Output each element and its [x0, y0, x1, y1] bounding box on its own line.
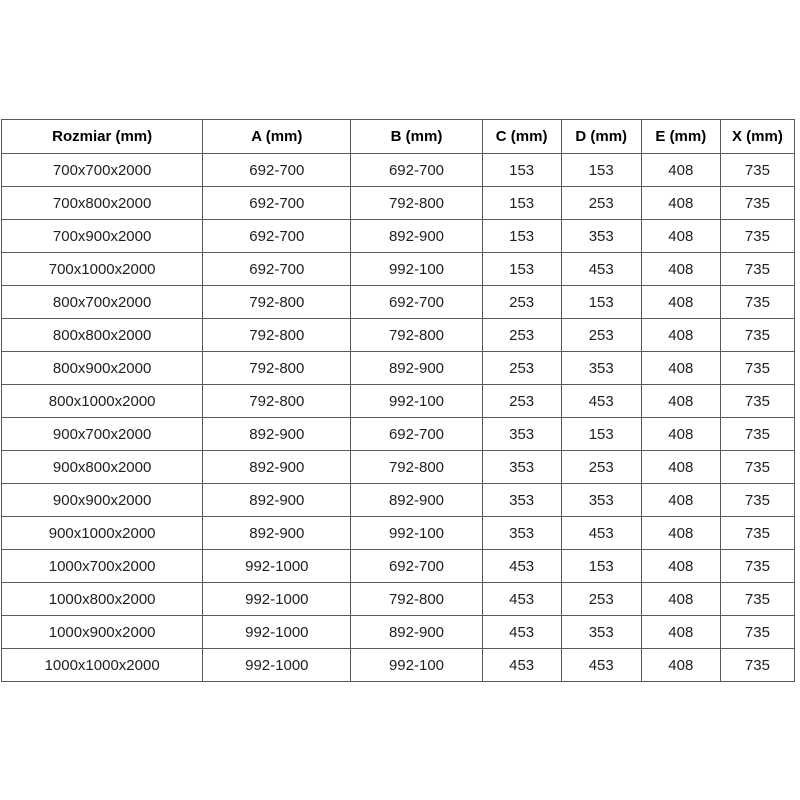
- value-cell: 253: [561, 187, 641, 220]
- table-row: [2, 352, 795, 385]
- size-cell: 800x700x2000: [2, 286, 203, 319]
- value-cell: 992-1000: [203, 583, 351, 616]
- value-cell: 408: [641, 517, 720, 550]
- value-cell: 792-800: [203, 286, 351, 319]
- value-cell: 408: [641, 286, 720, 319]
- column-header: B (mm): [351, 120, 482, 154]
- size-cell: 700x900x2000: [2, 220, 203, 253]
- value-cell: 735: [720, 187, 794, 220]
- value-cell: 153: [482, 253, 561, 286]
- table-row: [2, 649, 795, 682]
- value-cell: 408: [641, 385, 720, 418]
- value-cell: 153: [561, 286, 641, 319]
- value-cell: 153: [561, 418, 641, 451]
- dimensions-table: [1, 119, 795, 682]
- table-row: [2, 517, 795, 550]
- value-cell: 692-700: [203, 154, 351, 187]
- value-cell: 735: [720, 418, 794, 451]
- value-cell: 892-900: [203, 517, 351, 550]
- table-row: [2, 418, 795, 451]
- value-cell: 892-900: [203, 484, 351, 517]
- size-cell: 800x800x2000: [2, 319, 203, 352]
- value-cell: 353: [561, 352, 641, 385]
- value-cell: 453: [482, 583, 561, 616]
- value-cell: 735: [720, 319, 794, 352]
- value-cell: 408: [641, 550, 720, 583]
- value-cell: 735: [720, 385, 794, 418]
- value-cell: 453: [482, 616, 561, 649]
- value-cell: 153: [482, 220, 561, 253]
- value-cell: 735: [720, 484, 794, 517]
- value-cell: 892-900: [203, 418, 351, 451]
- size-cell: 700x1000x2000: [2, 253, 203, 286]
- value-cell: 892-900: [351, 484, 482, 517]
- value-cell: 692-700: [203, 187, 351, 220]
- size-cell: 700x800x2000: [2, 187, 203, 220]
- table-row: [2, 319, 795, 352]
- value-cell: 353: [482, 451, 561, 484]
- value-cell: 408: [641, 484, 720, 517]
- value-cell: 735: [720, 352, 794, 385]
- value-cell: 353: [561, 616, 641, 649]
- table-row: [2, 286, 795, 319]
- value-cell: 408: [641, 418, 720, 451]
- header-row: [2, 120, 795, 154]
- value-cell: 153: [482, 187, 561, 220]
- value-cell: 408: [641, 649, 720, 682]
- size-cell: 700x700x2000: [2, 154, 203, 187]
- value-cell: 992-100: [351, 253, 482, 286]
- value-cell: 253: [482, 286, 561, 319]
- size-cell: 800x900x2000: [2, 352, 203, 385]
- value-cell: 453: [561, 385, 641, 418]
- value-cell: 253: [482, 319, 561, 352]
- value-cell: 408: [641, 451, 720, 484]
- table-row: [2, 220, 795, 253]
- value-cell: 735: [720, 649, 794, 682]
- value-cell: 735: [720, 220, 794, 253]
- value-cell: 992-100: [351, 649, 482, 682]
- size-cell: 1000x900x2000: [2, 616, 203, 649]
- value-cell: 453: [482, 550, 561, 583]
- value-cell: 692-700: [203, 220, 351, 253]
- table-row: [2, 451, 795, 484]
- value-cell: 692-700: [351, 550, 482, 583]
- table-row: [2, 616, 795, 649]
- value-cell: 453: [561, 253, 641, 286]
- column-header: Rozmiar (mm): [2, 120, 203, 154]
- value-cell: 735: [720, 517, 794, 550]
- value-cell: 735: [720, 616, 794, 649]
- value-cell: 353: [561, 484, 641, 517]
- value-cell: 892-900: [351, 220, 482, 253]
- table-row: [2, 583, 795, 616]
- size-cell: 800x1000x2000: [2, 385, 203, 418]
- value-cell: 735: [720, 583, 794, 616]
- value-cell: 408: [641, 220, 720, 253]
- value-cell: 792-800: [351, 583, 482, 616]
- value-cell: 792-800: [351, 451, 482, 484]
- value-cell: 408: [641, 352, 720, 385]
- column-header: D (mm): [561, 120, 641, 154]
- value-cell: 992-1000: [203, 649, 351, 682]
- size-cell: 1000x1000x2000: [2, 649, 203, 682]
- value-cell: 353: [561, 220, 641, 253]
- value-cell: 735: [720, 550, 794, 583]
- value-cell: 992-1000: [203, 550, 351, 583]
- value-cell: 735: [720, 286, 794, 319]
- value-cell: 153: [482, 154, 561, 187]
- value-cell: 153: [561, 550, 641, 583]
- column-header: X (mm): [720, 120, 794, 154]
- size-cell: 1000x700x2000: [2, 550, 203, 583]
- value-cell: 735: [720, 451, 794, 484]
- value-cell: 692-700: [351, 154, 482, 187]
- value-cell: 253: [482, 352, 561, 385]
- value-cell: 692-700: [351, 418, 482, 451]
- table-row: [2, 484, 795, 517]
- value-cell: 408: [641, 616, 720, 649]
- value-cell: 408: [641, 319, 720, 352]
- column-header: A (mm): [203, 120, 351, 154]
- value-cell: 408: [641, 154, 720, 187]
- size-cell: 900x900x2000: [2, 484, 203, 517]
- size-cell: 900x700x2000: [2, 418, 203, 451]
- value-cell: 408: [641, 187, 720, 220]
- value-cell: 153: [561, 154, 641, 187]
- value-cell: 735: [720, 154, 794, 187]
- value-cell: 353: [482, 517, 561, 550]
- value-cell: 353: [482, 484, 561, 517]
- value-cell: 792-800: [351, 319, 482, 352]
- value-cell: 892-900: [351, 616, 482, 649]
- value-cell: 453: [561, 517, 641, 550]
- value-cell: 453: [561, 649, 641, 682]
- table-body: [2, 154, 795, 682]
- value-cell: 253: [482, 385, 561, 418]
- value-cell: 353: [482, 418, 561, 451]
- value-cell: 792-800: [203, 385, 351, 418]
- value-cell: 992-100: [351, 385, 482, 418]
- size-cell: 1000x800x2000: [2, 583, 203, 616]
- size-cell: 900x800x2000: [2, 451, 203, 484]
- value-cell: 253: [561, 451, 641, 484]
- value-cell: 892-900: [203, 451, 351, 484]
- value-cell: 892-900: [351, 352, 482, 385]
- table-row: [2, 550, 795, 583]
- value-cell: 792-800: [203, 319, 351, 352]
- value-cell: 792-800: [351, 187, 482, 220]
- value-cell: 408: [641, 253, 720, 286]
- value-cell: 735: [720, 253, 794, 286]
- value-cell: 692-700: [351, 286, 482, 319]
- value-cell: 992-100: [351, 517, 482, 550]
- table-row: [2, 385, 795, 418]
- size-cell: 900x1000x2000: [2, 517, 203, 550]
- value-cell: 408: [641, 583, 720, 616]
- value-cell: 692-700: [203, 253, 351, 286]
- table-row: [2, 253, 795, 286]
- table-row: [2, 154, 795, 187]
- column-header: C (mm): [482, 120, 561, 154]
- value-cell: 453: [482, 649, 561, 682]
- value-cell: 253: [561, 583, 641, 616]
- value-cell: 792-800: [203, 352, 351, 385]
- column-header: E (mm): [641, 120, 720, 154]
- value-cell: 253: [561, 319, 641, 352]
- table-row: [2, 187, 795, 220]
- value-cell: 992-1000: [203, 616, 351, 649]
